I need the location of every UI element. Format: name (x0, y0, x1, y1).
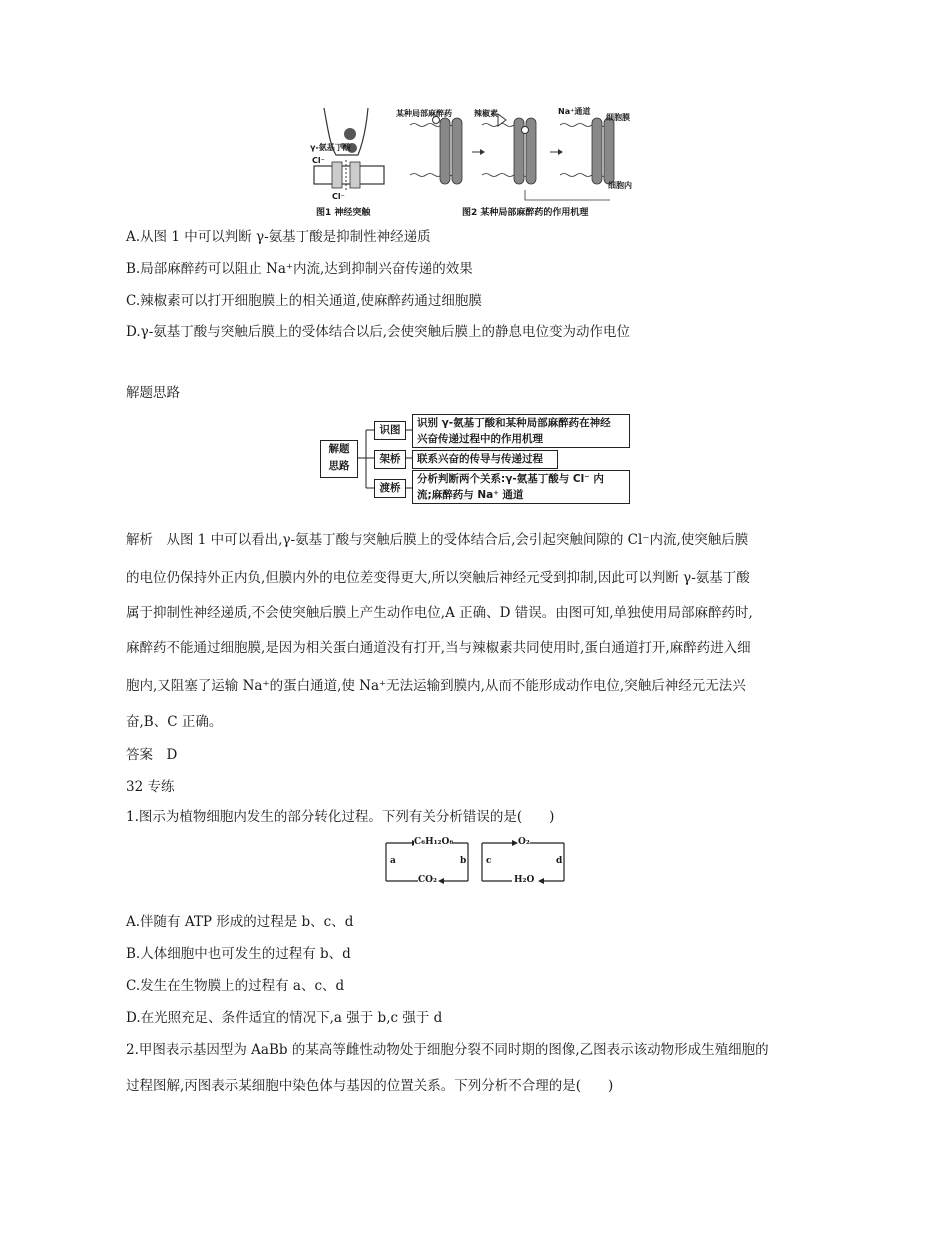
mind-map (320, 412, 630, 504)
label-co2: CO₂ (418, 875, 437, 885)
q2-option-a: A.伴随有 ATP 形成的过程是 b、c、d (126, 914, 354, 930)
label-h2o: H₂O (514, 875, 535, 885)
mind-map-root (320, 440, 358, 478)
q1-option-b: B.局部麻醉药可以阻止 Na⁺内流,达到抑制兴奋传递的效果 (126, 261, 473, 277)
q3-line-2: 过程图解,丙图表示某细胞中染色体与基因的位置关系。下列分析不合理的是( ) (126, 1078, 614, 1094)
mind-map-text-3-line2: 流;麻醉药与 Na⁺ 通道 (417, 489, 524, 501)
q2-cycle-diagram (384, 837, 574, 887)
mind-map-root-line1: 解题 (328, 443, 350, 455)
label-o2: O₂ (518, 837, 530, 847)
analysis-line-5: 胞内,又阻塞了运输 Na⁺的蛋白通道,使 Na⁺无法运输到膜内,从而不能形成动作电位,突触后神经元无法兴 (126, 678, 746, 694)
thinking-heading: 解题思路 (126, 385, 180, 401)
q1-option-a: A.从图 1 中可以判断 γ-氨基丁酸是抑制性神经递质 (126, 229, 431, 245)
mind-map-text-1 (412, 414, 630, 448)
mind-map-text-1-line1: 识别 γ-氨基丁酸和某种局部麻醉药在神经 (417, 417, 611, 429)
q1-option-c: C.辣椒素可以打开细胞膜上的相关通道,使麻醉药通过细胞膜 (126, 293, 482, 309)
label-glucose: C₆H₁₂O₆ (414, 837, 454, 847)
q2-cycle-arrows (384, 837, 574, 887)
label-cl: Cl⁻ (312, 156, 325, 165)
figure1-caption: 图1 神经突触 (316, 208, 371, 218)
mind-map-tag-3: 渡桥 (374, 479, 406, 498)
q3-line-1: 2.甲图表示基因型为 AaBb 的某高等雌性动物处于细胞分裂不同时期的图像,乙图表示该动物形成生殖细胞的 (126, 1042, 769, 1058)
q2-option-d: D.在光照充足、条件适宜的情况下,a 强于 b,c 强于 d (126, 1010, 443, 1026)
label-a: a (390, 856, 396, 866)
analysis-line-3: 属于抑制性神经递质,不会使突触后膜上产生动作电位,A 正确、D 错误。由图可知,单独使用局部麻醉药时, (126, 605, 753, 621)
q2-stem: 1.图示为植物细胞内发生的部分转化过程。下列有关分析错误的是( ) (126, 809, 555, 825)
mind-map-root-line2: 思路 (328, 460, 350, 472)
label-gaba: γ-氨基丁酸 (310, 143, 351, 152)
label-anesthetic: 某种局部麻醉药 (396, 109, 452, 118)
label-inside: 细胞内 (608, 181, 632, 190)
mind-map-text-3-line1: 分析判断两个关系:γ-氨基丁酸与 Cl⁻ 内 (417, 473, 604, 485)
mind-map-text-2: 联系兴奋的传导与传递过程 (412, 450, 558, 469)
mind-map-text-3 (412, 470, 630, 504)
figure2-caption: 图2 某种局部麻醉药的作用机理 (462, 208, 589, 218)
mind-map-tag-1: 识图 (374, 421, 406, 440)
q2-option-b: B.人体细胞中也可发生的过程有 b、d (126, 946, 351, 962)
mind-map-tag-2: 架桥 (374, 450, 406, 469)
q2-option-c: C.发生在生物膜上的过程有 a、c、d (126, 978, 345, 994)
label-capsaicin: 辣椒素 (474, 109, 498, 118)
analysis-line-6: 奋,B、C 正确。 (126, 714, 223, 730)
label-na-channel: Na⁺通道 (558, 107, 591, 116)
analysis-line-4: 麻醉药不能通过细胞膜,是因为相关蛋白通道没有打开,当与辣椒素共同使用时,蛋白通道打开,麻醉药进入细 (126, 640, 751, 656)
answer: 答案 D (126, 747, 178, 763)
label-b: b (460, 856, 467, 866)
analysis-line-1: 解析 从图 1 中可以看出,γ-氨基丁酸与突触后膜上的受体结合后,会引起突触间隙的 Cl⁻内流,使突触后膜 (126, 532, 749, 548)
label-c: c (486, 856, 492, 866)
figure-synapse-anesthetic (310, 100, 640, 220)
label-cl-bottom: Cl⁻ (332, 192, 345, 201)
q1-option-d: D.γ-氨基丁酸与突触后膜上的受体结合以后,会使突触后膜上的静息电位变为动作电位 (126, 324, 631, 340)
label-d: d (556, 856, 563, 866)
mind-map-text-1-line2: 兴奋传递过程中的作用机理 (417, 433, 543, 445)
label-membrane: 细胞膜 (606, 113, 630, 122)
section-title: 32 专练 (126, 779, 175, 795)
analysis-line-2: 的电位仍保持外正内负,但膜内外的电位差变得更大,所以突触后神经元受到抑制,因此可以判断 γ-氨基丁酸 (126, 570, 750, 586)
